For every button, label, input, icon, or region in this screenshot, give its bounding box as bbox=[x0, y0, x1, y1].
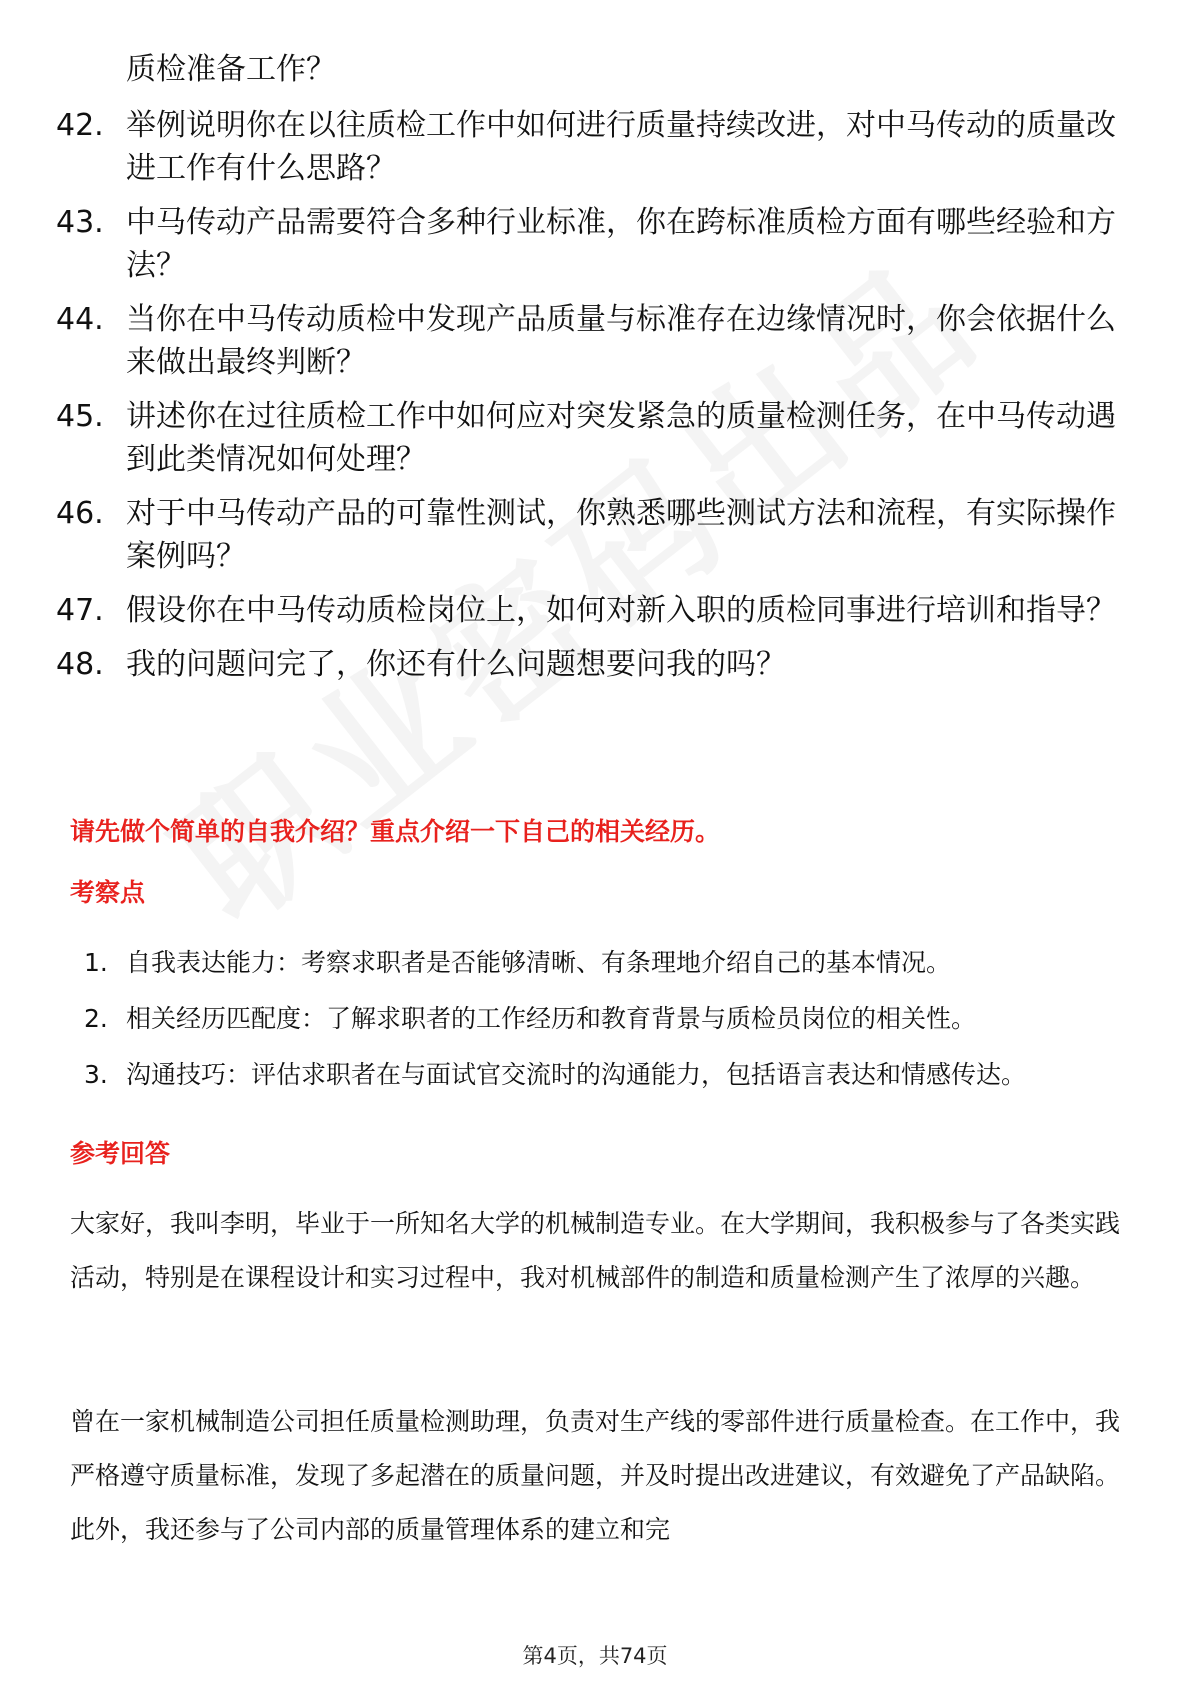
question-continuation: 质检准备工作？ bbox=[126, 52, 336, 87]
question-text: 当你在中马传动质检中发现产品质量与标准存在边缘情况时，你会依据什么来做出最终判断？ bbox=[126, 302, 1116, 380]
question-text: 中马传动产品需要符合多种行业标准，你在跨标准质检方面有哪些经验和方法？ bbox=[126, 205, 1116, 283]
question-list bbox=[56, 104, 1116, 697]
point-number: 1. bbox=[84, 948, 108, 977]
inspection-point-item bbox=[84, 1047, 1120, 1103]
question-item-42 bbox=[56, 104, 1116, 190]
question-item-47 bbox=[56, 589, 1116, 632]
question-item-45 bbox=[56, 395, 1116, 481]
question-number: 43. bbox=[56, 205, 104, 240]
question-number: 42. bbox=[56, 108, 104, 143]
inspection-point-item bbox=[84, 991, 1120, 1047]
point-text: 相关经历匹配度：了解求职者的工作经历和教育背景与质检员岗位的相关性。 bbox=[126, 1004, 977, 1033]
question-number: 46. bbox=[56, 496, 104, 531]
question-item-46 bbox=[56, 492, 1116, 578]
question-text: 我的问题问完了，你还有什么问题想要问我的吗？ bbox=[126, 647, 786, 682]
question-number: 45. bbox=[56, 399, 104, 434]
point-text: 沟通技巧：评估求职者在与面试官交流时的沟通能力，包括语言表达和情感传达。 bbox=[126, 1060, 1027, 1089]
inspection-points-list bbox=[84, 935, 1120, 1103]
question-item-43 bbox=[56, 201, 1116, 287]
question-text: 对于中马传动产品的可靠性测试，你熟悉哪些测试方法和流程，有实际操作案例吗？ bbox=[126, 496, 1116, 574]
answer-paragraph: 曾在一家机械制造公司担任质量检测助理，负责对生产线的零部件进行质量检查。在工作中，我严格遵守质量标准，发现了多起潜在的质量问题，并及时提出改进建议，有效避免了产品缺陷。此外，我还参与了公司内部的质量管理体系的建立和完 bbox=[70, 1407, 1121, 1544]
question-item-44 bbox=[56, 298, 1116, 384]
question-text: 举例说明你在以往质检工作中如何进行质量持续改进，对中马传动的质量改进工作有什么思路？ bbox=[126, 108, 1116, 186]
inspection-point-item bbox=[84, 935, 1120, 991]
answer-paragraph: 大家好，我叫李明，毕业于一所知名大学的机械制造专业。在大学期间，我积极参与了各类实践活动，特别是在课程设计和实习过程中，我对机械部件的制造和质量检测产生了浓厚的兴趣。 bbox=[70, 1209, 1121, 1292]
inspection-points-label: 考察点 bbox=[70, 878, 146, 907]
question-number: 47. bbox=[56, 593, 104, 628]
question-item-48 bbox=[56, 643, 1116, 686]
reference-answer-label: 参考回答 bbox=[70, 1139, 171, 1168]
point-number: 3. bbox=[84, 1060, 108, 1089]
question-text: 讲述你在过往质检工作中如何应对突发紧急的质量检测任务，在中马传动遇到此类情况如何处理？ bbox=[126, 399, 1116, 477]
question-text: 假设你在中马传动质检岗位上，如何对新入职的质检同事进行培训和指导？ bbox=[126, 593, 1116, 628]
point-number: 2. bbox=[84, 1004, 108, 1033]
question-number: 44. bbox=[56, 302, 104, 337]
featured-question-heading: 请先做个简单的自我介绍？重点介绍一下自己的相关经历。 bbox=[70, 817, 721, 846]
point-text: 自我表达能力：考察求职者是否能够清晰、有条理地介绍自己的基本情况。 bbox=[126, 948, 952, 977]
page-footer: 第4页，共74页 bbox=[522, 1644, 668, 1668]
question-number: 48. bbox=[56, 647, 104, 682]
